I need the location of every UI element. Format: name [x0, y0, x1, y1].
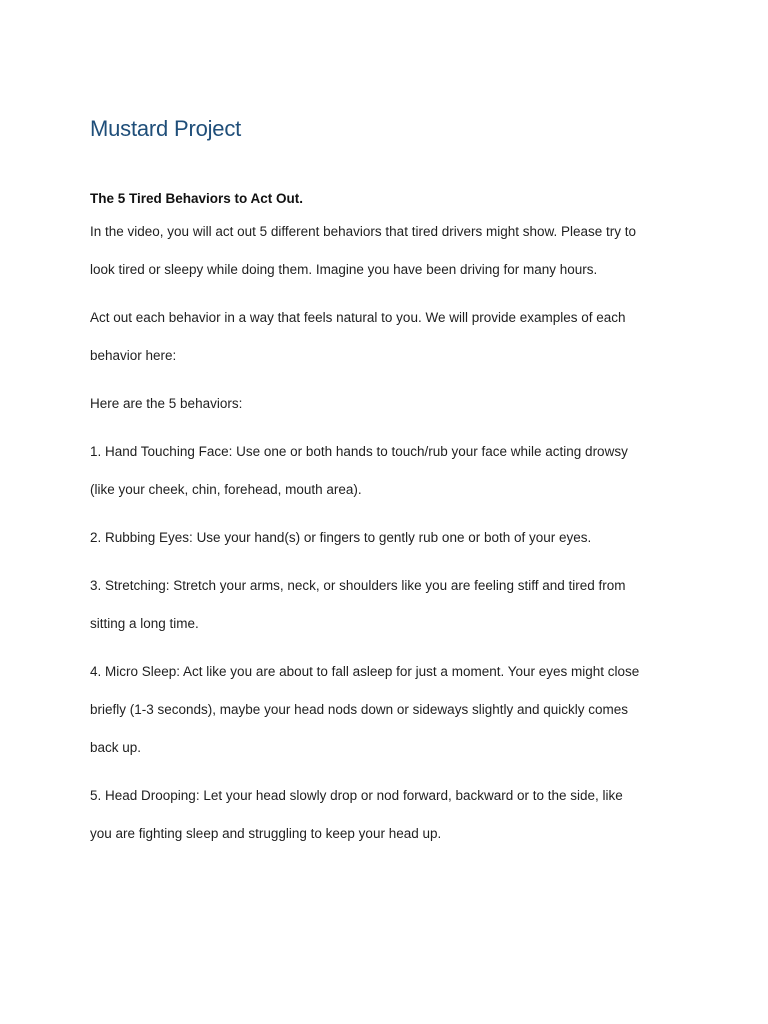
text-line: sitting a long time.: [90, 616, 199, 631]
text-line: you are fighting sleep and struggling to keep your head up.: [90, 826, 442, 841]
text-line: 3. Stretching: Stretch your arms, neck, or shoulders like you are feeling stiff and tired from: [90, 578, 626, 593]
behaviors-intro-paragraph: [90, 385, 690, 423]
text-line: briefly (1-3 seconds), maybe your head nods down or sideways slightly and quickly comes: [90, 702, 629, 717]
behavior-item-hand-touching-face: [90, 433, 690, 509]
behavior-item-stretching: [90, 567, 690, 643]
instructions-paragraph: [90, 299, 690, 375]
behavior-item-rubbing-eyes: [90, 519, 690, 557]
text-line: 5. Head Drooping: Let your head slowly drop or nod forward, backward or to the side, like: [90, 788, 623, 803]
text-line: (like your cheek, chin, forehead, mouth area).: [90, 482, 362, 497]
intro-paragraph: [90, 213, 690, 289]
text-line: behavior here:: [90, 348, 177, 363]
text-line: 4. Micro Sleep: Act like you are about to fall asleep for just a moment. Your eyes might close: [90, 664, 640, 679]
text-line: In the video, you will act out 5 different behaviors that tired drivers might show. Please try to: [90, 224, 637, 239]
behavior-item-head-drooping: [90, 777, 690, 853]
text-line: Act out each behavior in a way that feels natural to you. We will provide examples of each: [90, 310, 626, 325]
text-line: 1. Hand Touching Face: Use one or both hands to touch/rub your face while acting drowsy: [90, 444, 628, 459]
text-line: look tired or sleepy while doing them. Imagine you have been driving for many hours.: [90, 262, 598, 277]
section-heading: The 5 Tired Behaviors to Act Out.: [90, 191, 304, 206]
document-title: Mustard Project: [90, 116, 242, 141]
text-line: 2. Rubbing Eyes: Use your hand(s) or fingers to gently rub one or both of your eyes.: [90, 530, 592, 545]
behavior-item-micro-sleep: [90, 653, 690, 767]
text-line: back up.: [90, 740, 142, 755]
text-line: Here are the 5 behaviors:: [90, 396, 243, 411]
